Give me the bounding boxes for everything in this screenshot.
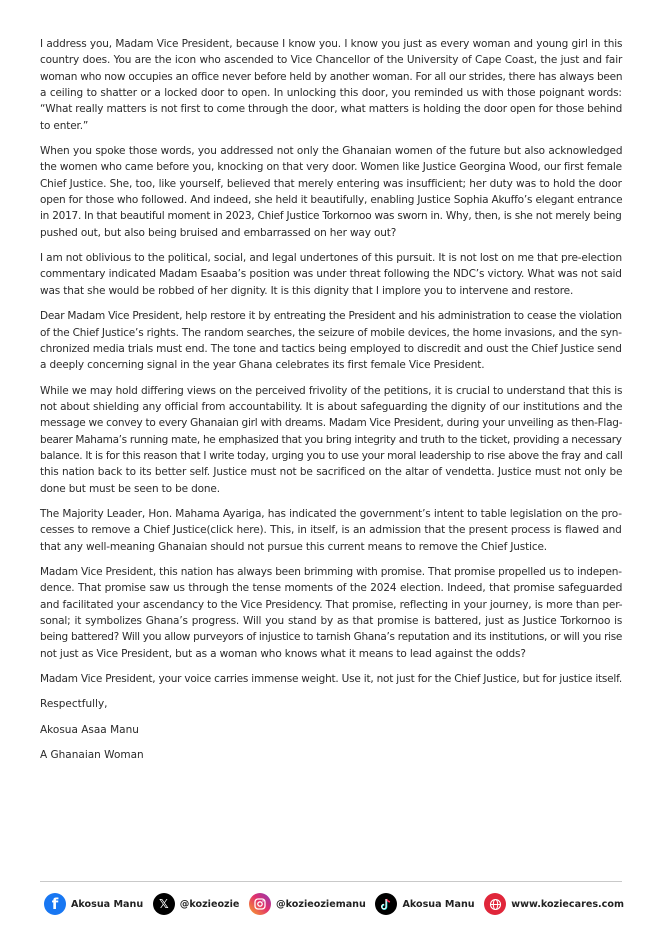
author-descriptor: A Ghanaian Woman <box>40 749 144 762</box>
paragraph-line: being battered? Will you allow purveyors of injustice to tarnish Ghana’s reputation and its institutions, or will you rise <box>40 631 623 644</box>
website-label: www.koziecares.com <box>511 898 624 910</box>
paragraph-line: balance. It is for this reason that I write today, urging you to use your moral leadership to rise above the fray and call <box>40 449 623 462</box>
paragraph-line: not just as Vice President, but as a woman who knows what it means to lead against the odds? <box>40 647 526 660</box>
paragraph-line: Dear Madam Vice President, help restore it by entreating the President and his administration to cease the violation <box>40 310 622 323</box>
paragraph-line: commentary indicated Madam Esaaba’s position was under threat following the NDC’s victory. What was not said <box>40 268 622 281</box>
paragraph-line: woman who now occupies an office never before held by another woman. For all our strides, there has always been <box>40 70 623 83</box>
letter-paragraph <box>40 671 622 687</box>
paragraph-line: I am not oblivious to the political, social, and legal undertones of this pursuit. It is not lost on me that pre-election <box>40 252 622 265</box>
paragraph-line: dence. That promise saw us through the tense moments of the 2024 election. Indeed, that promise safeguarded <box>40 582 623 595</box>
paragraph-line: When you spoke those words, you addressed not only the Ghanaian women of the future but also acknowledged <box>40 145 623 158</box>
paragraph-line: done but must be seen to be done. <box>40 482 220 495</box>
paragraph-line: not about shielding any official from accountability. It is about safeguarding the dignity of our institutions and the <box>40 400 623 413</box>
paragraph-line: was that she would be robbed of her dignity. It is this dignity that I implore you to intervene and restore. <box>40 284 574 297</box>
letter-paragraph <box>40 564 622 662</box>
paragraph-line: in 2017. In that beautiful moment in 2023, Chief Justice Torkornoo was sworn in. Why, then, is she not merely being <box>40 210 622 223</box>
author-name: Akosua Asaa Manu <box>40 723 139 736</box>
paragraph-line: chronized media trials must end. The tone and tactics being employed to discredit and oust the Chief Justice send <box>40 342 622 355</box>
paragraph-line: a ceiling to shatter or a locked door to open. In unlocking this door, you reminded us with those poignant words: <box>40 87 622 100</box>
paragraph-line: of the Chief Justice’s rights. The random searches, the seizure of mobile devices, the home invasions, and the syn- <box>40 326 622 339</box>
globe-icon <box>484 893 506 915</box>
letter-body <box>40 36 622 772</box>
paragraph-line: “What really matters is not first to come through the door, what matters is holding the door open for those behind <box>40 103 623 116</box>
tiktok-label: Akosua Manu <box>402 898 475 910</box>
x-link[interactable] <box>153 893 240 915</box>
paragraph-line: Chief Justice. She, too, like yourself, believed that merely entering was insufficient; her duty was to hold the door <box>40 177 622 190</box>
letter-paragraph <box>40 36 622 134</box>
website-link[interactable] <box>484 893 624 915</box>
paragraph-line: Madam Vice President, this nation has always been brimming with promise. That promise propelled us to indepen- <box>40 565 622 578</box>
paragraph-line: The Majority Leader, Hon. Mahama Ayariga, has indicated the government’s intent to table legislation on the pro- <box>40 507 622 520</box>
footer-divider <box>40 881 622 882</box>
paragraph-line: While we may hold differing views on the perceived frivolity of the petitions, it is crucial to understand that this is <box>40 384 623 397</box>
paragraph-line: bearer Mahama’s running mate, he emphasized that you bring integrity and truth to the ticket, providing a necessary <box>40 433 622 446</box>
social-footer <box>44 890 624 918</box>
letter-paragraph <box>40 143 622 241</box>
x-icon: 𝕏 <box>153 893 175 915</box>
paragraph-line: I address you, Madam Vice President, because I know you. I know you just as every woman and young girl in this <box>40 38 623 50</box>
closing: Respectfully, <box>40 698 108 711</box>
instagram-link[interactable] <box>249 893 366 915</box>
letter-paragraph <box>40 308 622 373</box>
paragraph-line: message we convey to every Ghanaian girl with dreams. Madam Vice President, during your unveiling as then-Flag- <box>40 417 623 430</box>
letter-paragraph <box>40 383 622 497</box>
paragraph-line: pushed out, but also being bruised and embarrassed on her way out? <box>40 226 397 239</box>
paragraph-line: this nation back to its better self. Justice must not be sacrificed on the altar of vendetta. Justice must not only be <box>40 466 623 479</box>
paragraph-line: to enter.” <box>40 119 89 132</box>
tiktok-icon <box>375 893 397 915</box>
paragraph-line: a deeply concerning signal in the year Ghana celebrates its first female Vice President. <box>40 359 485 372</box>
x-label: @kozieozie <box>179 898 240 910</box>
paragraph-line: and facilitated your ascendancy to the Vice Presidency. That promise, reflecting in your journey, is more than per- <box>40 598 623 611</box>
facebook-link[interactable] <box>44 893 143 915</box>
paragraph-line: the women who came before you, knocking on that very door. Women like Justice Georgina Wood, our first female <box>40 161 622 174</box>
paragraph-line: Madam Vice President, your voice carries immense weight. Use it, not just for the Chief Justice, but for justice itself. <box>40 673 622 686</box>
instagram-label: @kozieoziemanu <box>276 898 366 910</box>
letter-paragraphs <box>40 36 622 687</box>
paragraph-line: cesses to remove a Chief Justice(click here). This, in itself, is an admission that the present process is flawed and <box>40 524 622 537</box>
paragraph-line: that any well-meaning Ghanaian should not pursue this current means to remove the Chief Justice. <box>40 540 547 553</box>
instagram-icon <box>249 893 271 915</box>
paragraph-line: sonal; it symbolizes Ghana’s progress. Will you stand by as that promise is battered, just as Justice Torkornoo is <box>40 615 623 627</box>
letter-paragraph <box>40 506 622 555</box>
paragraph-line: open for those who followed. And indeed, she held it beautifully, enabling Justice Sophia Akuffo’s elegant entrance <box>40 194 623 207</box>
letter-paragraph <box>40 250 622 299</box>
facebook-label: Akosua Manu <box>71 898 144 910</box>
paragraph-line: country does. You are the icon who ascended to Vice Chancellor of the University of Cape Coast, the just and fair <box>40 54 623 67</box>
tiktok-link[interactable] <box>375 893 474 915</box>
facebook-icon: f <box>44 893 66 915</box>
